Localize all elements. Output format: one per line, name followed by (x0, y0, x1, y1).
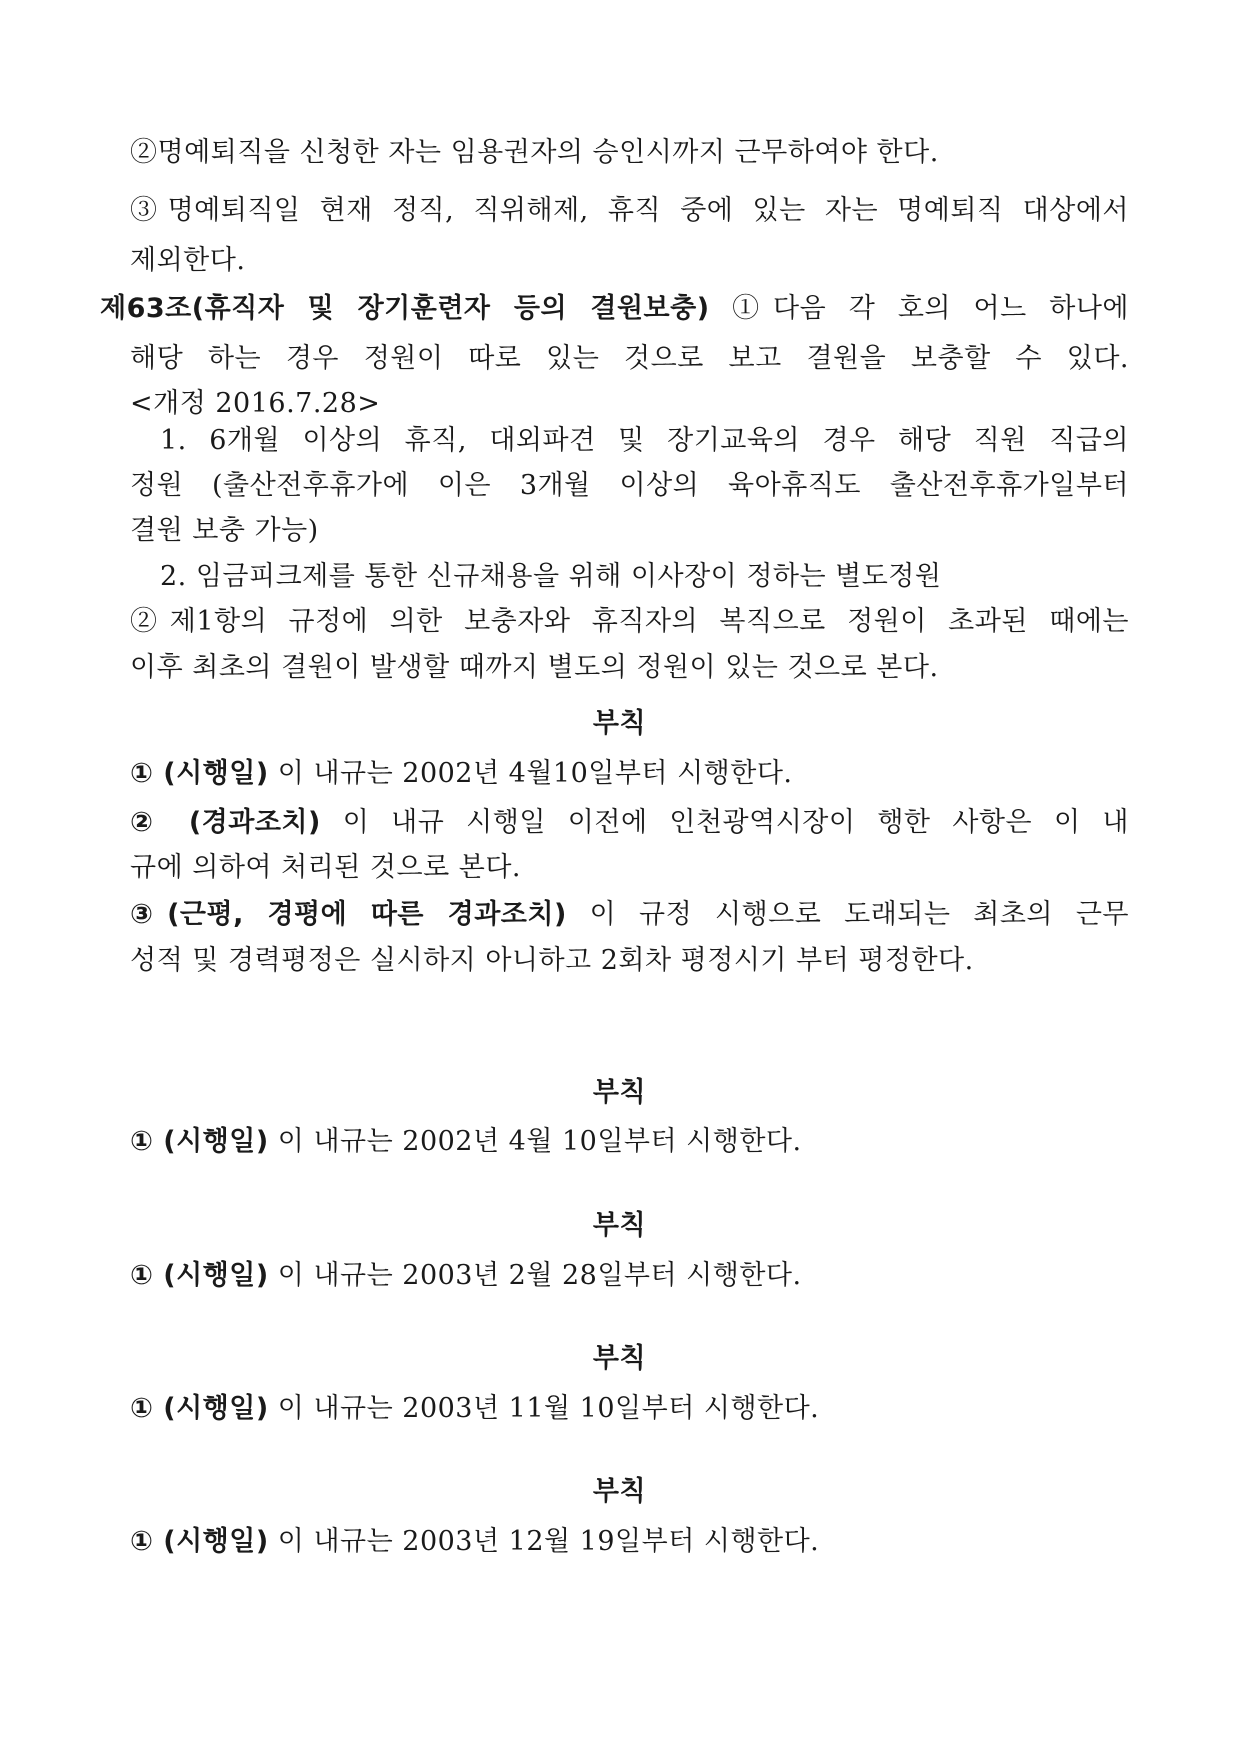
supp1-item2-line2: 규에 의하여 처리된 것으로 본다. (130, 852, 521, 883)
supp5-item1: ① (시행일) 이 내규는 2003년 12월 19일부터 시행한다. (130, 1526, 820, 1557)
article63-item2: 2. 임금피크제를 통한 신규채용을 위해 이사장이 정하는 별도정원 (160, 561, 942, 592)
article63-line2: 해당 하는 경우 정원이 따로 있는 것으로 보고 결원을 보충할 수 있다. (130, 343, 1129, 374)
supp1-item2-line1: ② (경과조치) 이 내규 시행일 이전에 인천광역시장이 행한 사항은 이 내 (130, 807, 1129, 838)
supp1-item3-line1: ③(근평, 경평에 따른 경과조치) 이 규정 시행으로 도래되는 최초의 근무 (130, 899, 1129, 930)
supplementary-title-2: 부칙 (592, 1077, 647, 1108)
supp2-item1: ① (시행일) 이 내규는 2002년 4월 10일부터 시행한다. (130, 1126, 802, 1157)
article63-para2-line1: ②제1항의 규정에 의한 보충자와 휴직자의 복직으로 정원이 초과된 때에는 (130, 606, 1129, 637)
article63-para2-line2: 이후 최초의 결원이 발생할 때까지 별도의 정원이 있는 것으로 본다. (130, 652, 939, 683)
supp1-item1: ① (시행일) 이 내규는 2002년 4월10일부터 시행한다. (130, 758, 793, 789)
article62-para3-line2: 제외한다. (130, 245, 246, 276)
article63-heading: 제63조(휴직자 및 장기훈련자 등의 결원보충) (100, 293, 710, 324)
supplementary-title-4: 부칙 (592, 1343, 647, 1374)
supplementary-title-1: 부칙 (592, 708, 647, 739)
article62-para3-line1: ③명예퇴직일 현재 정직, 직위해제, 휴직 중에 있는 자는 명예퇴직 대상에서 (130, 195, 1129, 226)
supplementary-title-3: 부칙 (592, 1210, 647, 1241)
article63-item1-line3: 결원 보충 가능) (130, 515, 319, 546)
article63-amend-note: <개정 2016.7.28> (130, 388, 381, 419)
supp3-item1: ① (시행일) 이 내규는 2003년 2월 28일부터 시행한다. (130, 1260, 802, 1291)
article63-item1-line2: 정원 (출산전후휴가에 이은 3개월 이상의 육아휴직도 출산전후휴가일부터 (130, 470, 1129, 501)
article62-para2: ②명예퇴직을 신청한 자는 임용권자의 승인시까지 근무하여야 한다. (130, 137, 939, 168)
supplementary-title-5: 부칙 (592, 1476, 647, 1507)
supp4-item1: ① (시행일) 이 내규는 2003년 11월 10일부터 시행한다. (130, 1393, 820, 1424)
article63-item1-line1: 1. 6개월 이상의 휴직, 대외파견 및 장기교육의 경우 해당 직원 직급의 (160, 425, 1129, 456)
article63-line1: 제63조(휴직자 및 장기훈련자 등의 결원보충) ①다음 각 호의 어느 하나에 (100, 293, 1129, 324)
supp1-item3-line2: 성적 및 경력평정은 실시하지 아니하고 2회차 평정시기 부터 평정한다. (130, 945, 974, 976)
